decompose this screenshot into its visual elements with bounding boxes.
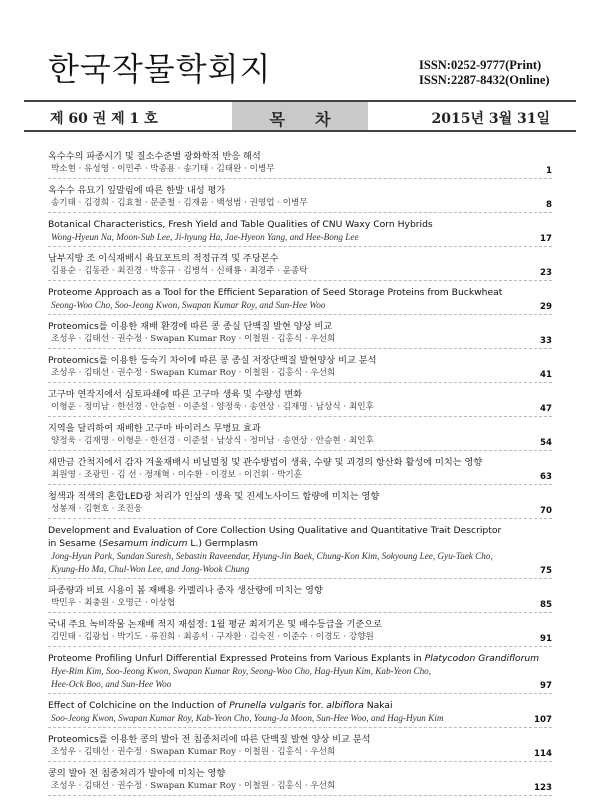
article-authors: Kyung-Ho Ma, Chul-Won Lee, and Jong-Wook Chung (51, 564, 250, 574)
article-title: 옥수수의 파종시기 및 질소수준별 광화학적 반응 해석 (48, 151, 261, 162)
page-number: 91 (540, 634, 552, 644)
toc-entry (48, 388, 552, 417)
article-title: 청색과 적색의 혼합LED광 처리가 인삼의 생육 및 진세노사이드 함량에 미치는 영향 (48, 491, 380, 502)
article-authors: 조성우 · 김태선 · 권수정 · Swapan Kumar Roy · 이철원 · 김홍식 · 우선희 (51, 747, 336, 757)
toc-entry (48, 524, 552, 579)
page-number: 54 (540, 438, 552, 448)
article-authors: 조성우 · 김태선 · 권수정 · Swapan Kumar Roy · 이철원 · 김홍식 · 우선희 (51, 368, 336, 378)
page-number: 70 (540, 506, 552, 516)
issue-bar (0, 100, 600, 128)
toc-entry (48, 286, 552, 315)
article-title-cont: in Sesame (Sesamum indicum L.) Germplasm (48, 538, 259, 549)
article-title: 새만금 간척지에서 감자 겨울재배시 비닐멀칭 및 관수방법이 생육, 수량 및 괴경의 항산화 활성에 미치는 영향 (48, 457, 483, 468)
page-number: 114 (534, 749, 552, 759)
page-number: 17 (540, 234, 552, 244)
article-title: Proteomics를 이용한 등숙기 차이에 따른 콩 종실 저장단백질 발현양상 비교 분석 (48, 355, 377, 366)
page-number: 107 (534, 715, 552, 725)
article-title: 남부지방 조 이식재배시 육묘포트의 적정규격 및 주당본수 (48, 253, 279, 264)
article-title: 파종량과 비료 시용이 봄 재배용 카멜리나 종자 생산량에 미치는 영향 (48, 585, 323, 596)
toc-label-box (232, 102, 368, 130)
article-title: Effect of Colchicine on the Induction of Prunella vulgaris for. albiflora Nakai (48, 700, 393, 711)
article-title: 지역을 달리하여 재배한 고구마 바이러스 무병묘 효과 (48, 423, 261, 434)
journal-header (0, 0, 600, 100)
article-authors: 김민태 · 김광섭 · 박기도 · 류진희 · 최종서 · 구자환 · 김숙진 · 이준수 · 이경도 · 강향원 (51, 632, 374, 642)
article-authors: 성봉재 · 김현호 · 조진웅 (51, 504, 143, 514)
article-title: Proteomics를 이용한 콩의 발아 전 침종처리에 따른 단백질 발현 양상 비교 분석 (48, 734, 371, 745)
article-authors: Soo-Jeong Kwon, Swapan Kumar Roy, Kab-Yeon Cho, Young-Ja Moon, Sun-Hee Woo, and Hag-Hyun Kim (51, 713, 444, 723)
article-authors: 양정욱 · 김재명 · 이형운 · 한선경 · 이준설 · 남상식 · 정미남 · 송연상 · 안승현 · 최인후 (51, 436, 374, 446)
article-authors: 박소현 · 유성영 · 이민주 · 박종용 · 송기태 · 김태완 · 이병무 (51, 164, 275, 174)
toc-list (48, 150, 552, 800)
article-authors: 박민우 · 최충원 · 오명근 · 이상협 (51, 598, 176, 608)
page-number: 85 (540, 600, 552, 610)
article-title: Proteomics를 이용한 재배 환경에 따른 콩 종실 단백질 발현 양상 비교 (48, 321, 333, 332)
toc-entry (48, 422, 552, 451)
issn-block (419, 58, 550, 88)
page-number: 1 (546, 166, 552, 176)
page-number: 8 (546, 200, 552, 210)
page-number: 63 (540, 472, 552, 482)
article-authors: Hye-Rim Kim, Soo-Jeong Kwon, Swapan Kumar Roy, Seong-Woo Cho, Hag-Hyun Kim, Kab-Yeon Cho, (51, 666, 432, 676)
article-title: 고구마 연작지에서 심토파쇄에 따른 고구마 생육 및 수량성 변화 (48, 389, 303, 400)
page-number: 41 (540, 370, 552, 380)
article-authors: 최원영 · 조광민 · 김 선 · 정재혁 · 이수환 · 이경보 · 이건휘 · 박기훈 (51, 470, 303, 480)
page-number: 97 (540, 681, 552, 691)
toc-entry (48, 767, 552, 796)
article-authors: Seong-Woo Cho, Soo-Jeong Kwon, Swapan Kumar Roy, and Sun-Hee Woo (51, 300, 326, 310)
page-number: 29 (540, 302, 552, 312)
article-authors: Wong-Hyeun Na, Moon-Sub Lee, Ji-hyung Ha, Jae-Hyeon Yang, and Hee-Bong Lee (51, 232, 359, 242)
toc-entry (48, 490, 552, 519)
article-title: 콩의 발아 전 침종처리가 발아에 미치는 영향 (48, 768, 226, 779)
page-number: 33 (540, 336, 552, 346)
volume-issue: 제 60 권 제 1 호 (50, 111, 158, 127)
page-number: 47 (540, 404, 552, 414)
toc-entry (48, 320, 552, 349)
issn-online: ISSN:2287-8432(Online) (419, 73, 550, 87)
article-title: Botanical Characteristics, Fresh Yield and Table Qualities of CNU Waxy Corn Hybrids (48, 219, 433, 230)
toc-entry (48, 150, 552, 179)
toc-entry (48, 354, 552, 383)
toc-entry (48, 184, 552, 213)
page-number: 23 (540, 268, 552, 278)
toc-entry (48, 218, 552, 247)
article-authors: 조성우 · 김태선 · 권수정 · Swapan Kumar Roy · 이철원 · 김홍식 · 우선희 (51, 781, 336, 791)
article-authors: Jong-Hyun Park, Sundan Suresh, Sebastin Raveendar, Hyung-Jin Baek, Chung-Kon Kim, Sokyoung Lee, Gyu-Taek Cho, (51, 551, 493, 561)
bottom-rule (24, 130, 576, 132)
article-authors: 조성우 · 김태선 · 권수정 · Swapan Kumar Roy · 이철원 · 김홍식 · 우선희 (51, 334, 336, 344)
toc-entry (48, 252, 552, 281)
toc-entry (48, 456, 552, 485)
article-title: 옥수수 유묘기 잎말림에 따른 한발 내성 평가 (48, 185, 226, 196)
article-authors: 송기태 · 김경희 · 김효철 · 문준철 · 김재윤 · 백성범 · 권영업 · 이병무 (51, 198, 308, 208)
toc-entry (48, 618, 552, 647)
article-authors: Hee-Ock Boo, and Sun-Hee Woo (51, 679, 172, 689)
page-number: 75 (540, 566, 552, 576)
article-title: Development and Evaluation of Core Collection Using Qualitative and Quantitative Trait Descriptor (48, 525, 502, 536)
article-authors: 이형운 · 정미남 · 한선경 · 안승현 · 이준설 · 양정욱 · 송연상 · 김재명 · 남상식 · 최인후 (51, 402, 374, 412)
article-title: 국내 주요 녹비작물 논재배 적지 재설정: 1월 평균 최저기온 및 배수등급을 기준으로 (48, 619, 382, 630)
toc-entry (48, 733, 552, 762)
article-title: Proteome Profiling Unfurl Differential Expressed Proteins from Various Explants in Platycodon Grandiflorum (48, 653, 540, 664)
article-title: Proteome Approach as a Tool for the Efficient Separation of Seed Storage Proteins from Buckwheat (48, 287, 503, 298)
journal-title: 한국작물학회지 (48, 50, 272, 88)
toc-label: 목차 (269, 110, 361, 129)
toc-entry (48, 652, 552, 694)
article-authors: 김용순 · 김동관 · 최진경 · 박홍규 · 김병석 · 신해룡 · 최경주 · 윤종탁 (51, 266, 308, 276)
toc-entry (48, 699, 552, 728)
issn-print: ISSN:0252-9777(Print) (419, 58, 542, 72)
toc-entry (48, 584, 552, 613)
issue-date: 2015년 3월 31일 (431, 111, 550, 127)
page-number: 123 (534, 783, 552, 793)
